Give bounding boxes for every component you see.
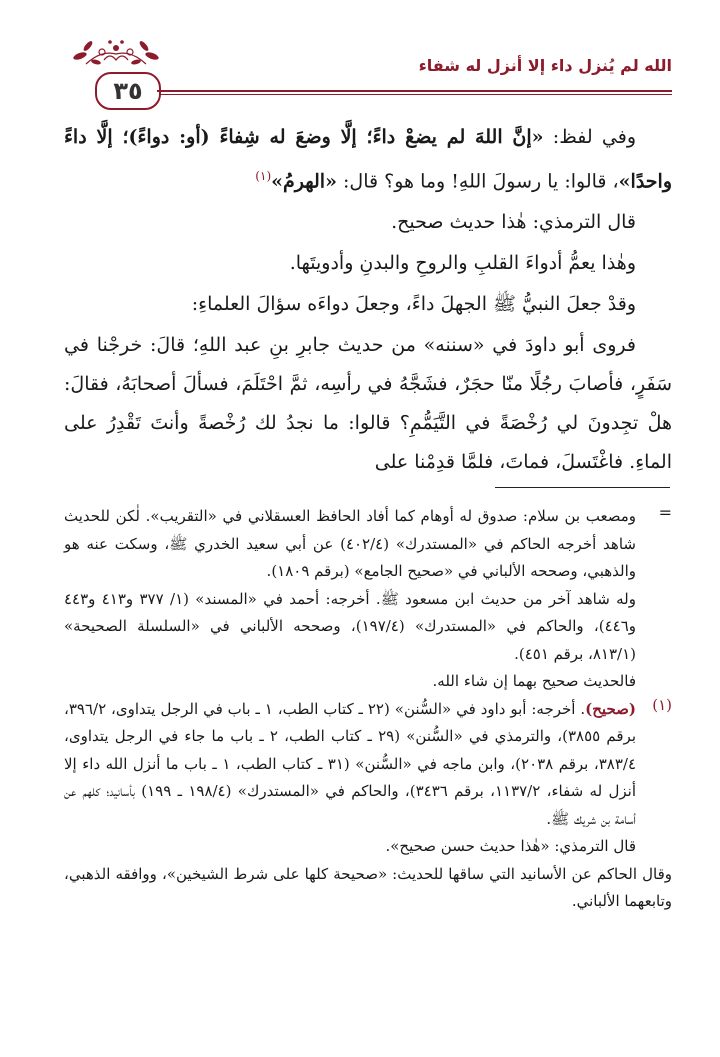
- continuation-mark: =: [658, 503, 672, 522]
- footnote-1: [64, 696, 672, 861]
- floral-ornament-icon: [66, 30, 166, 70]
- hadith-answer: «الهرمُ»: [271, 170, 337, 193]
- footnote-text: وله شاهد آخر من حديث ابن مسعود ﷺ. أخرجه: أحمد في «المسند» (١/ ٣٧٧ و٤١٣ و٤٤٣ و٤٤٦)، والحاكم في «المستدرك» (١٩٧/٤)، وصححه الألباني في «السلسلة الصحيحة» (٨١٣/١، برقم ٤٥١).: [64, 589, 636, 663]
- hadith-quote: «إنَّ اللهَ لم يضعْ داءً؛ إلَّا وضعَ له شِفاءً (أو: دواءً)؛ إلَّا داءً واحدًا»: [64, 126, 672, 193]
- footnotes: [64, 503, 672, 916]
- page-header: [0, 30, 720, 105]
- intro-text: وفي لفظ:: [543, 126, 636, 148]
- running-title: الله لم يُنزل داء إلا أنزل له شفاء: [418, 56, 672, 75]
- dialogue-text: ، قالوا: يا رسولَ اللهِ! وما هو؟ قال:: [336, 170, 619, 193]
- paragraph-hadith: [64, 118, 672, 201]
- paragraph-ignorance: وقدْ جعلَ النبيُّ ﷺ الجهلَ داءً، وجعلَ دواءَه سؤالَ العلماءِ:: [191, 293, 636, 316]
- footnote-sources: . أخرجه: أبو داود في «السُّنن» (٢٢ ـ كتاب الطب، ١ ـ باب في الرجل يتداوى، ٣٩٦/٢، برقم ٣٨٥٥)، والترمذي في «السُّنن» (٢٩ ـ كتاب الطب، ٢ ـ باب ما جاء في الرجل يتداوى، ٣٨٣/٤، برقم ٢٠٣٨)، وابن ماجه في «السُّنن» (٣١ ـ كتاب الطب، ١ ـ باب ما أنزل الله داء إلا أنزل له شفاء، ١١٣٧/٢، برقم ٣٤٣٦)، والحاكم في «المستدرك» (١٩٨/٤ ـ ١٩٩) بأسانيد؛ كلهم عن أسامة بن شريك ﷺ.: [64, 699, 637, 828]
- footnote-separator: [495, 487, 670, 488]
- footnote-text: وقال الحاكم عن الأسانيد التي ساقها للحديث: «صحيحة كلها على شرط الشيخين»، ووافقه الذهبي، وتابعهما الألباني.: [64, 864, 672, 910]
- page-number: ٣٥: [113, 77, 143, 105]
- page-number-badge: [95, 72, 161, 110]
- continued-footnote: [64, 503, 672, 696]
- paragraph-abu-dawud: فروى أبو داودَ في «سننه» من حديث جابرِ بنِ عبد اللهِ؛ قالَ: خرجْنا في سَفَرٍ، فأصابَ رجُلًا منّا حجَرٌ، فشَجَّهُ في رأسِه، ثمَّ احْتَلَمَ، فسألَ أصحابَهُ، فقالَ: هلْ تجِدونَ لي رُخْصَةً في التَّيَمُّمِ؟ قالوا: ما نجدُ لك رُخْصةً وأنتَ تَقْدِرُ على الماءِ. فاغْتَسلَ، فماتَ، فلمَّا قدِمْنا على: [64, 334, 672, 474]
- footnote-ref[interactable]: (١): [255, 169, 272, 183]
- main-text: [64, 118, 672, 484]
- footnote-text: قال الترمذي: «هٰذا حديث حسن صحيح».: [385, 837, 636, 855]
- paragraph-tirmidhi: قال الترمذي: هٰذا حديث صحيح.: [391, 211, 636, 234]
- footnote-text: فالحديث صحيح بهما إن شاء الله.: [432, 672, 636, 690]
- header-rule: [157, 90, 672, 92]
- header-rule-thin: [160, 94, 672, 95]
- paragraph-diseases: وهٰذا يعمُّ أدواءَ القلبِ والروحِ والبدنِ وأدويتَها.: [289, 252, 636, 275]
- footnote-number: (١): [652, 695, 672, 714]
- grading-label: (صحيح): [585, 699, 636, 718]
- footnote-text: [64, 696, 636, 834]
- footnote-1-end: [64, 861, 672, 916]
- footnote-text: ومصعب بن سلام: صدوق له أوهام كما أفاد الحافظ العسقلاني في «التقريب». لٰكن للحديث شاهد أخرجه الحاكم في «المستدرك» (٤٠٢/٤) عن أبي سعيد الخدري ﷺ، وسكت عنه هو والذهبي، وصححه الألباني في «صحيح الجامع» (برقم ١٨٠٩).: [64, 507, 636, 580]
